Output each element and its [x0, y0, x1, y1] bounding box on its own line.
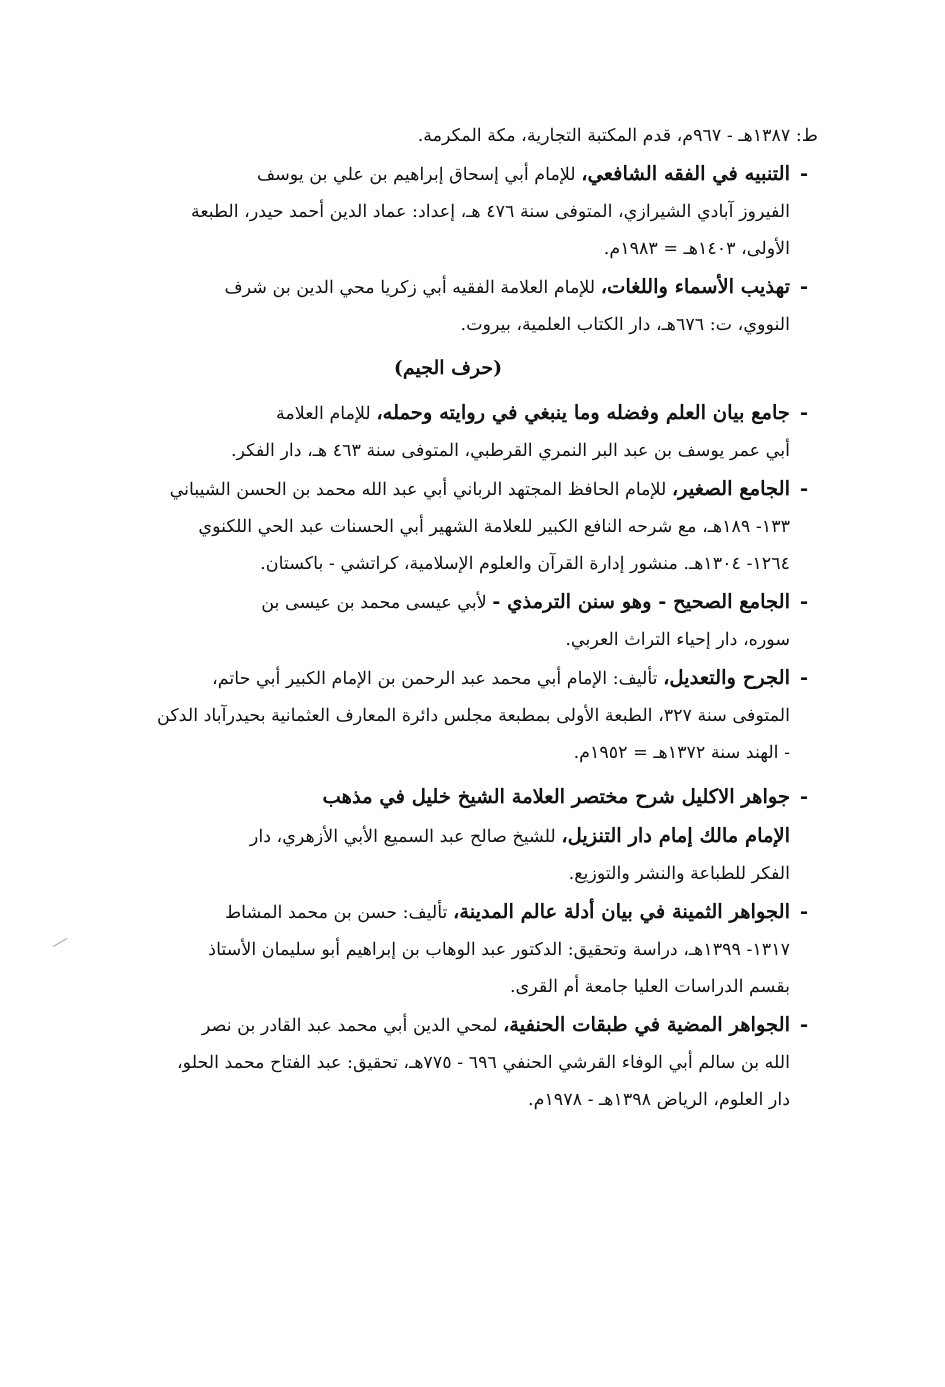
intro-line: ط: ١٣٨٧هـ - ٩٦٧م، قدم المكتبة التجارية، مكة المكرمة.: [417, 126, 818, 146]
entry-title: الجامع الصغير،: [671, 477, 790, 500]
entry-text: الله بن سالم أبي الوفاء القرشي الحنفي ٦٩٦ - ٧٧٥هـ، تحقيق: عبد الفتاح محمد الحلو،: [177, 1053, 790, 1073]
margin-pencil-mark: [53, 938, 67, 947]
entry-text: أبي عمر يوسف بن عبد البر النمري القرطبي، المتوفى سنة ٤٦٣ هـ، دار الفكر.: [230, 441, 790, 461]
entry-text: ١٣١٧- ١٣٩٩هـ، دراسة وتحقيق: الدكتور عبد الوهاب بن إبراهيم أبو سليمان الأستاذ: [208, 940, 790, 960]
entry-dash: -: [799, 400, 809, 424]
bibliography-entry: [78, 470, 818, 583]
bibliography-entry: [78, 583, 818, 659]
entry-title: الجواهر المضية في طبقات الحنفية،: [503, 1013, 790, 1036]
entry-title: الجواهر الثمينة في بيان أدلة عالم المدينة،: [452, 900, 790, 923]
entry-text: ١٢٦٤- ١٣٠٤هـ. منشور إدارة القرآن والعلوم الإسلامية، كراتشي - باكستان.: [260, 554, 790, 574]
entry-text: سوره، دار إحياء التراث العربي.: [565, 630, 790, 650]
bibliography-entry: [78, 778, 818, 893]
entry-title: تهذيب الأسماء واللغات،: [600, 275, 790, 298]
entry-dash: -: [799, 1012, 809, 1036]
entry-text: النووي، ت: ٦٧٦هـ، دار الكتاب العلمية، بيروت.: [460, 315, 790, 335]
bibliography-entry: [78, 155, 818, 268]
entry-text: دار العلوم، الرياض ١٣٩٨هـ - ١٩٧٨م.: [528, 1090, 790, 1110]
bibliography-entry: [78, 893, 818, 1006]
entry-title: جامع بيان العلم وفضله وما ينبغي في روايته وحمله،: [376, 401, 790, 424]
entry-text: - الهند سنة ١٣٧٢هـ = ١٩٥٢م.: [573, 743, 790, 763]
bibliography-page: [78, 118, 818, 1119]
entry-dash: -: [799, 899, 809, 923]
entry-text: لمحي الدين أبي محمد عبد القادر بن نصر: [201, 1016, 503, 1036]
entry-title: التنبيه في الفقه الشافعي،: [581, 162, 790, 185]
entry-text: للإمام الحافظ المجتهد الرباني أبي عبد الله محمد بن الحسن الشيباني: [169, 480, 672, 500]
entry-text: للإمام العلامة الفقيه أبي زكريا محي الدين بن شرف: [224, 278, 601, 298]
entry-text: بقسم الدراسات العليا جامعة أم القرى.: [509, 977, 790, 997]
section-heading: (حرف الجيم): [393, 357, 503, 379]
bibliography-entry: [78, 268, 818, 344]
entry-text: تأليف: حسن بن محمد المشاط: [224, 903, 453, 923]
entry-text: الأولى، ١٤٠٣هـ = ١٩٨٣م.: [603, 239, 790, 259]
entry-text: للإمام العلامة: [276, 404, 377, 424]
entry-title: الجامع الصحيح - وهو سنن الترمذي -: [492, 590, 790, 613]
entry-text: المتوفى سنة ٣٢٧، الطبعة الأولى بمطبعة مجلس دائرة المعارف العثمانية بحيدرآباد الدكن: [157, 706, 790, 726]
entry-text: للإمام أبي إسحاق إبراهيم بن علي بن يوسف: [257, 165, 582, 185]
entry-dash: -: [799, 476, 809, 500]
entry-dash: -: [799, 274, 809, 298]
entry-text: الفكر للطباعة والنشر والتوزيع.: [568, 864, 790, 884]
entry-title: جواهر الاكليل شرح مختصر العلامة الشيخ خليل في مذهب: [322, 785, 790, 808]
entry-text: للشيخ صالح عبد السميع الأبي الأزهري، دار: [249, 827, 562, 847]
bibliography-entry: [78, 394, 818, 470]
entry-title-continued: الإمام مالك إمام دار التنزيل،: [561, 824, 790, 847]
entry-dash: -: [799, 784, 809, 808]
entry-text: ١٣٣- ١٨٩هـ، مع شرحه النافع الكبير للعلامة الشهير أبي الحسنات عبد الحي اللكنوي: [198, 517, 790, 537]
bibliography-entry: [78, 1006, 818, 1119]
bibliography-entry: [78, 659, 818, 772]
entry-text: تأليف: الإمام أبي محمد عبد الرحمن بن الإمام الكبير أبي حاتم،: [212, 669, 664, 689]
entry-title: الجرح والتعديل،: [663, 666, 790, 689]
entry-dash: -: [799, 665, 809, 689]
entry-dash: -: [799, 589, 809, 613]
entry-dash: -: [799, 161, 809, 185]
entry-text: الفيروز آبادي الشيرازي، المتوفى سنة ٤٧٦ هـ، إعداد: عماد الدين أحمد حيدر، الطبعة: [190, 202, 790, 222]
entry-text: لأبي عيسى محمد بن عيسى بن: [261, 593, 493, 613]
